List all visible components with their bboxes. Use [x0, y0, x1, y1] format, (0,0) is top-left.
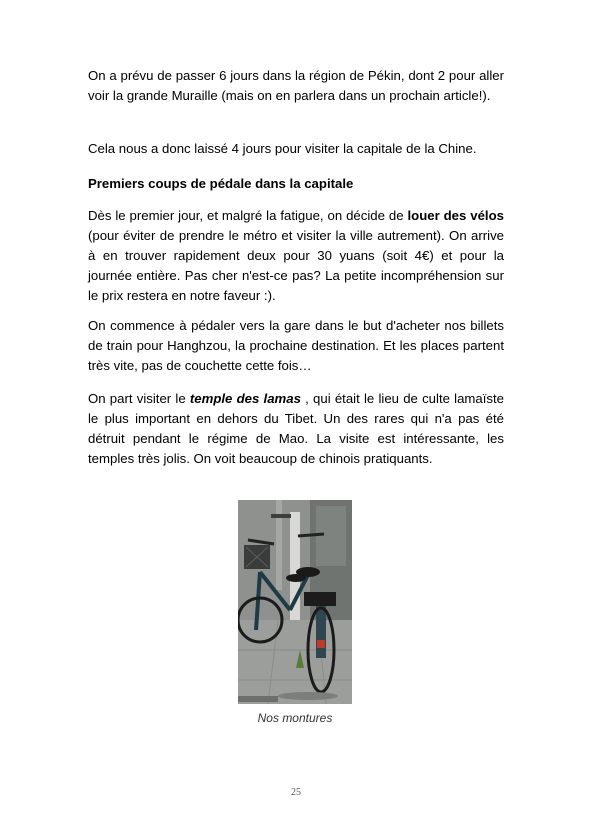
bold-italic-temple-name: temple des lamas [189, 391, 301, 406]
paragraph-train: On commence à pédaler vers la gare dans le but d'acheter nos billets de train pour Hanghzou, la prochaine destination. Et les places partent très vite, pas de couchette cette fois… [88, 318, 504, 373]
paragraph-intro: On a prévu de passer 6 jours dans la région de Pékin, dont 2 pour aller voir la grande Muraille (mais on en parlera dans un prochain article!). [88, 68, 504, 103]
bicycle-photo [238, 500, 352, 704]
section-heading: Premiers coups de pédale dans la capitale [88, 176, 354, 191]
bold-phrase-rent-bikes: louer des vélos [407, 208, 504, 223]
paragraph-temple-text-end: , qui était le lieu de culte lamaïste le plus important en dehors du Tibet. Un des rares qui n'a pas été détruit pendant le régime de Mao. La visite est intéressante, les temples très jolis. On voit beaucoup de chinois pratiquants. [88, 391, 504, 466]
paragraph-bikes [88, 206, 504, 306]
figure-caption: Nos montures [257, 711, 333, 725]
bicycle-photo-icon [238, 500, 352, 704]
page-number: 25 [291, 787, 301, 798]
paragraph-bikes-text-start: Dès le premier jour, et malgré la fatigue, on décide de [88, 208, 408, 223]
paragraph-temple-text-start: On part visiter le [88, 391, 190, 406]
paragraph-capital: Cela nous a donc laissé 4 jours pour visiter la capitale de la Chine. [88, 141, 477, 156]
paragraph-bikes-text-end: (pour éviter de prendre le métro et visiter la ville autrement). On arrive à en trouver rapidement deux pour 30 yuans (soit 4€) et pour la journée entière. Pas cher n'est-ce pas? La petite incompréhension sur le prix restera en notre faveur :). [88, 228, 504, 303]
paragraph-temple [88, 389, 504, 469]
